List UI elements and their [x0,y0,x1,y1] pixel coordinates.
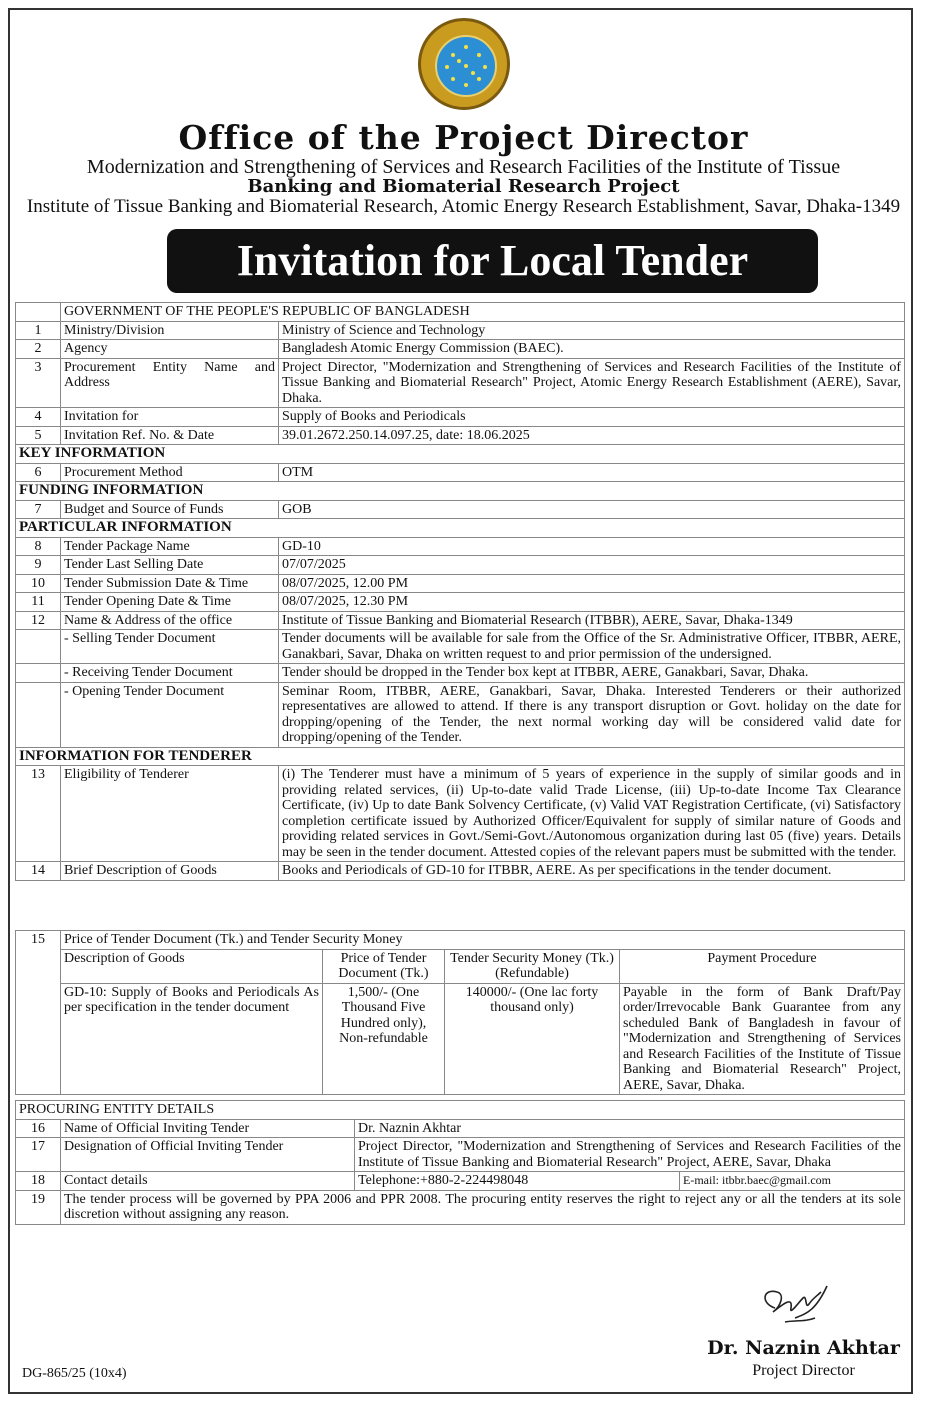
signatory-title: Project Director [752,1362,855,1379]
office-title: Office of the Project Director [178,118,749,157]
row-value: (i) The Tenderer must have a minimum of 5 years of experience in the supply of similar goods and in providing related services, (ii) Up-to-date valid Trade License, (iii) Up-to-date Income Tax Clearance Certificate, (iv) Up to date Bank Solvency Certificate, (v) Valid VAT Registration Certificate, (vi) Satisfactory completion certificate issued by Authorized Officer/Equivalent for supply of similar nature of Goods and providing related services in Govt./Semi-Govt./Autonomous organization during last 05 (five) years. Details may be seen in the tender document. Attested copies of the relevant papers must be submitted with the tender. [279,766,905,862]
row-label: Name of Official Inviting Tender [61,1119,355,1138]
row-number: 2 [16,340,61,359]
row-value: GOB [279,500,905,519]
row-value: GD-10 [279,537,905,556]
table-row [16,664,905,683]
row-label: Tender Opening Date & Time [61,593,279,612]
row-label: Tender Package Name [61,537,279,556]
dg-code: DG-865/25 (10x4) [22,1366,127,1381]
row-number: 16 [16,1119,61,1138]
row-value: 07/07/2025 [279,556,905,575]
table-row [16,1119,905,1138]
table-cell: GD-10: Supply of Books and Periodicals As per specification in the tender document [61,983,323,1095]
section-key-information: KEY INFORMATION [16,445,905,464]
table-row [16,358,905,408]
row-label: Agency [61,340,279,359]
row-number: 9 [16,556,61,575]
section-row [16,482,905,501]
column-header: Price of Tender Document (Tk.) [323,949,445,983]
table-row [16,303,905,322]
row-number: 14 [16,862,61,881]
section-information-for-tenderer: INFORMATION FOR TENDERER [16,747,905,766]
seal-center [435,35,497,97]
procuring-entity-heading: PROCURING ENTITY DETAILS [16,1101,905,1120]
row-label: Brief Description of Goods [61,862,279,881]
row-number: 13 [16,766,61,862]
government-heading: GOVERNMENT OF THE PEOPLE'S REPUBLIC OF BANGLADESH [61,303,905,322]
contact-email: E-mail: itbbr.baec@gmail.com [680,1172,905,1191]
table-row [16,983,905,1095]
row-value: OTM [279,463,905,482]
table-row [16,766,905,862]
row-value: Ministry of Science and Technology [279,321,905,340]
row-number: 11 [16,593,61,612]
column-header: Description of Goods [61,949,323,983]
row-label: - Selling Tender Document [61,630,279,664]
row-label: Contact details [61,1172,355,1191]
section-row [16,747,905,766]
row-label: Budget and Source of Funds [61,500,279,519]
row-number: 8 [16,537,61,556]
row-value: Project Director, "Modernization and Strengthening of Services and Research Facilities of the Institute of Tissue Banking and Biomaterial Research" Project, AERE, Savar, Dhaka [355,1138,905,1172]
section-row [16,519,905,538]
table-row [16,949,905,983]
section-row [16,445,905,464]
row-label: Tender Submission Date & Time [61,574,279,593]
table-row [16,1101,905,1120]
table-row [16,500,905,519]
row-value: Tender documents will be available for sale from the Office of the Sr. Administrative Officer, ITBBR, AERE, Ganakbari, Savar, Dhaka on written request to and prior permission of the undersigned. [279,630,905,664]
row-label: Designation of Official Inviting Tender [61,1138,355,1172]
row-label: - Opening Tender Document [61,682,279,747]
section-particular-information: PARTICULAR INFORMATION [16,519,905,538]
row-value: 08/07/2025, 12.00 PM [279,574,905,593]
contact-phone: Telephone:+880-2-224498048 [355,1172,680,1191]
price-table-title: Price of Tender Document (Tk.) and Tender Security Money [61,931,905,950]
table-row [16,408,905,427]
row-value: Seminar Room, ITBBR, AERE, Ganakbari, Savar, Dhaka. Interested Tenderers or their authorized representatives are allowed to attend. If there is any transport disruption or Govt. holiday on the date for dropping/opening of the Tender, the next normal working day will be considered valid date for dropping/opening of the Tender. [279,682,905,747]
row-label: Name & Address of the office [61,611,279,630]
table-row [16,574,905,593]
table-cell: Payable in the form of Bank Draft/Pay order/Irrevocable Bank Guarantee from any scheduled Bank of Bangladesh in favour of "Modernization and Strengthening of Services and Research Facilities of the Institute of Tissue Banking and Biomaterial Research" Project, AERE, Savar, Dhaka. [620,983,905,1095]
price-security-table [15,930,905,1095]
row-value: Institute of Tissue Banking and Biomaterial Research (ITBBR), AERE, Savar, Dhaka-1349 [279,611,905,630]
table-row [16,537,905,556]
row-value: Supply of Books and Periodicals [279,408,905,427]
table-row [16,931,905,950]
row-label: Procurement Method [61,463,279,482]
table-row [16,862,905,881]
table-row [16,1190,905,1224]
table-row [16,593,905,612]
project-subtitle-line-1: Modernization and Strengthening of Services and Research Facilities of the Institute of Tissue [86,156,841,178]
table-cell: 140000/- (One lac forty thousand only) [445,983,620,1095]
institute-address: Institute of Tissue Banking and Biomaterial Research, Atomic Energy Research Establishment, Savar, Dhaka-1349 [26,196,901,217]
row-number: 4 [16,408,61,427]
row-number: 15 [16,931,61,950]
section-funding-information: FUNDING INFORMATION [16,482,905,501]
column-header: Payment Procedure [620,949,905,983]
table-row [16,340,905,359]
row-value: 08/07/2025, 12.30 PM [279,593,905,612]
project-subtitle-line-2: Banking and Biomaterial Research Project [247,176,680,197]
row-number: 1 [16,321,61,340]
table-row [16,556,905,575]
row-label: - Receiving Tender Document [61,664,279,683]
baec-seal-logo [418,18,510,110]
row-number: 6 [16,463,61,482]
row-label: Invitation Ref. No. & Date [61,426,279,445]
signature-scribble [755,1278,835,1338]
row-number: 7 [16,500,61,519]
table-row [16,1172,905,1191]
row-label: Eligibility of Tenderer [61,766,279,862]
column-header: Tender Security Money (Tk.) (Refundable) [445,949,620,983]
table-row [16,463,905,482]
empty-cell [16,630,61,664]
row-value: 39.01.2672.250.14.097.25, date: 18.06.2025 [279,426,905,445]
empty-cell [16,983,61,1095]
row-value: Dr. Naznin Akhtar [355,1119,905,1138]
tender-banner: Invitation for Local Tender (OTM) [167,229,818,293]
row-value: Tender should be dropped in the Tender box kept at ITBBR, AERE, Ganakbari, Savar, Dhaka. [279,664,905,683]
row-value: Books and Periodicals of GD-10 for ITBBR, AERE. As per specifications in the tender document. [279,862,905,881]
row-label: Tender Last Selling Date [61,556,279,575]
row-value: Project Director, "Modernization and Strengthening of Services and Research Facilities of the Institute of Tissue Banking and Biomaterial Research" Project, Atomic Energy Research Establishment (AERE), Savar, Dhaka. [279,358,905,408]
empty-cell [16,303,61,322]
table-row [16,321,905,340]
row-number: 3 [16,358,61,408]
row-label: Ministry/Division [61,321,279,340]
signatory-name: Dr. Naznin Akhtar [707,1337,900,1359]
row-number: 17 [16,1138,61,1172]
table-row [16,682,905,747]
empty-cell [16,682,61,747]
row-number: 10 [16,574,61,593]
governing-rules-text: The tender process will be governed by PPA 2006 and PPR 2008. The procuring entity reserves the right to reject any or all the tenders at its sole discretion without assigning any reason. [61,1190,905,1224]
table-row [16,611,905,630]
row-number: 12 [16,611,61,630]
row-number: 19 [16,1190,61,1224]
procuring-entity-table [15,1100,905,1225]
row-label: Procurement Entity Name and Address [61,358,279,408]
empty-cell [16,664,61,683]
row-label: Invitation for [61,408,279,427]
row-number: 18 [16,1172,61,1191]
table-row [16,1138,905,1172]
empty-cell [16,949,61,983]
tender-info-table [15,302,905,881]
row-number: 5 [16,426,61,445]
table-row [16,630,905,664]
table-row [16,426,905,445]
table-cell: 1,500/- (One Thousand Five Hundred only), Non-refundable [323,983,445,1095]
row-value: Bangladesh Atomic Energy Commission (BAEC). [279,340,905,359]
